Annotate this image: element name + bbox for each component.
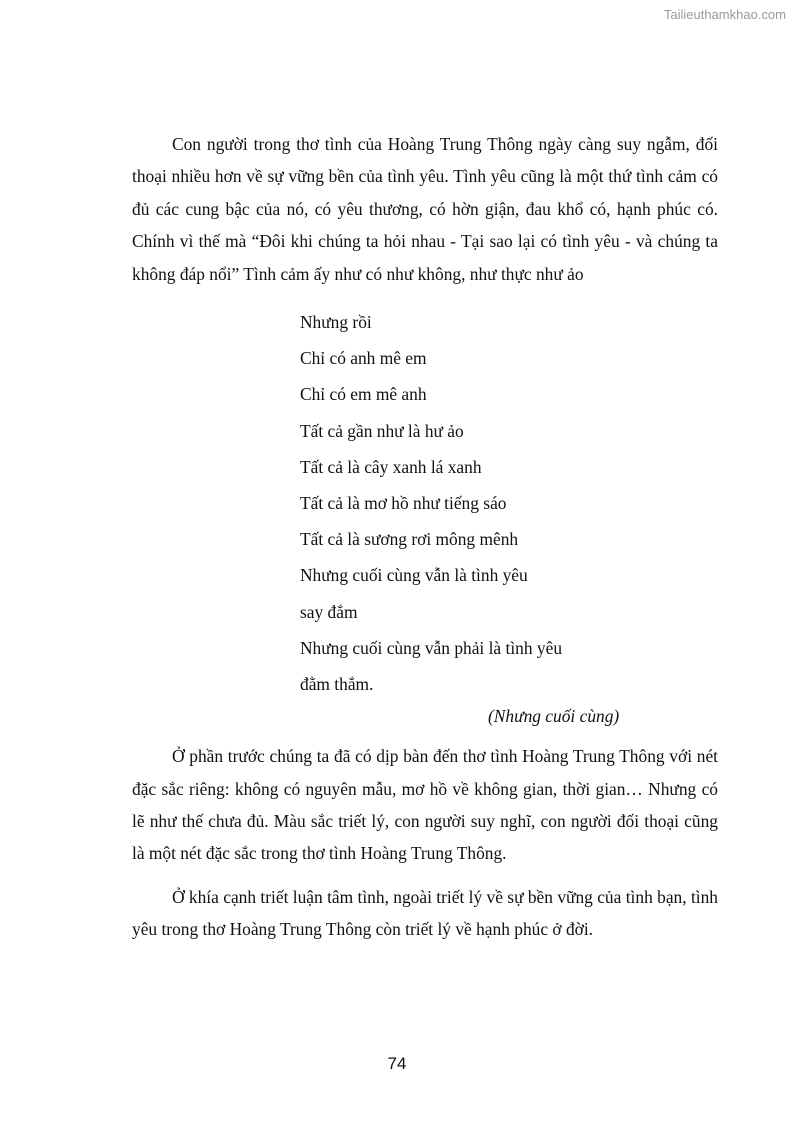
watermark: Tailieuthamkhao.com xyxy=(663,7,786,22)
poem-line: Tất cả gần như là hư ảo xyxy=(300,420,464,441)
poem-block xyxy=(300,304,718,702)
poem-line: say đắm xyxy=(300,601,358,622)
poem-line: đằm thắm. xyxy=(300,674,374,695)
page-body xyxy=(132,128,718,946)
poem-line: Tất cả là sương rơi mông mênh xyxy=(300,529,519,550)
poem-line: Nhưng cuối cùng vẫn phải là tình yêu xyxy=(300,637,563,658)
poem-line: Tất cả là mơ hồ như tiếng sáo xyxy=(300,493,507,514)
poem-line: Nhưng cuối cùng vẫn là tình yêu xyxy=(300,565,528,586)
poem-line: Nhưng rồi xyxy=(300,312,372,333)
poem-source: (Nhưng cuối cùng) xyxy=(488,706,620,727)
paragraph-intro: Con người trong thơ tình của Hoàng Trung Thông ngày càng suy ngẫm, đối thoại nhiều hơn về sự vững bền của tình yêu. Tình yêu cũng là một thứ tình cảm có đủ các cung bậc của nó, có yêu thương, có hờn giận, đau khổ có, hạnh phúc có. Chính vì thế mà “Đôi khi chúng ta hỏi nhau - Tại sao lại có tình yêu - và chúng ta không đáp nổi” Tình cảm ấy như có như không, như thực như ảo xyxy=(132,134,718,284)
page-number: 74 xyxy=(387,1054,407,1073)
poem-line: Chỉ có em mê anh xyxy=(300,384,427,405)
poem-line: Chỉ có anh mê em xyxy=(300,348,427,369)
paragraph-philosophy: Ở khía cạnh triết luận tâm tình, ngoài triết lý về sự bền vững của tình bạn, tình yêu trong thơ Hoàng Trung Thông còn triết lý về hạnh phúc ở đời. xyxy=(132,886,718,940)
poem-line: Tất cả là cây xanh lá xanh xyxy=(300,456,482,477)
paragraph-previous-section: Ở phần trước chúng ta đã có dịp bàn đến thơ tình Hoàng Trung Thông với nét đặc sắc riêng: không có nguyên mẫu, mơ hồ về không gian, thời gian… Nhưng có lẽ như thế chưa đủ. Màu sắc triết lý, con người suy nghĩ, con người đối thoại cũng là một nét đặc sắc trong thơ tình Hoàng Trung Thông. xyxy=(132,746,718,864)
